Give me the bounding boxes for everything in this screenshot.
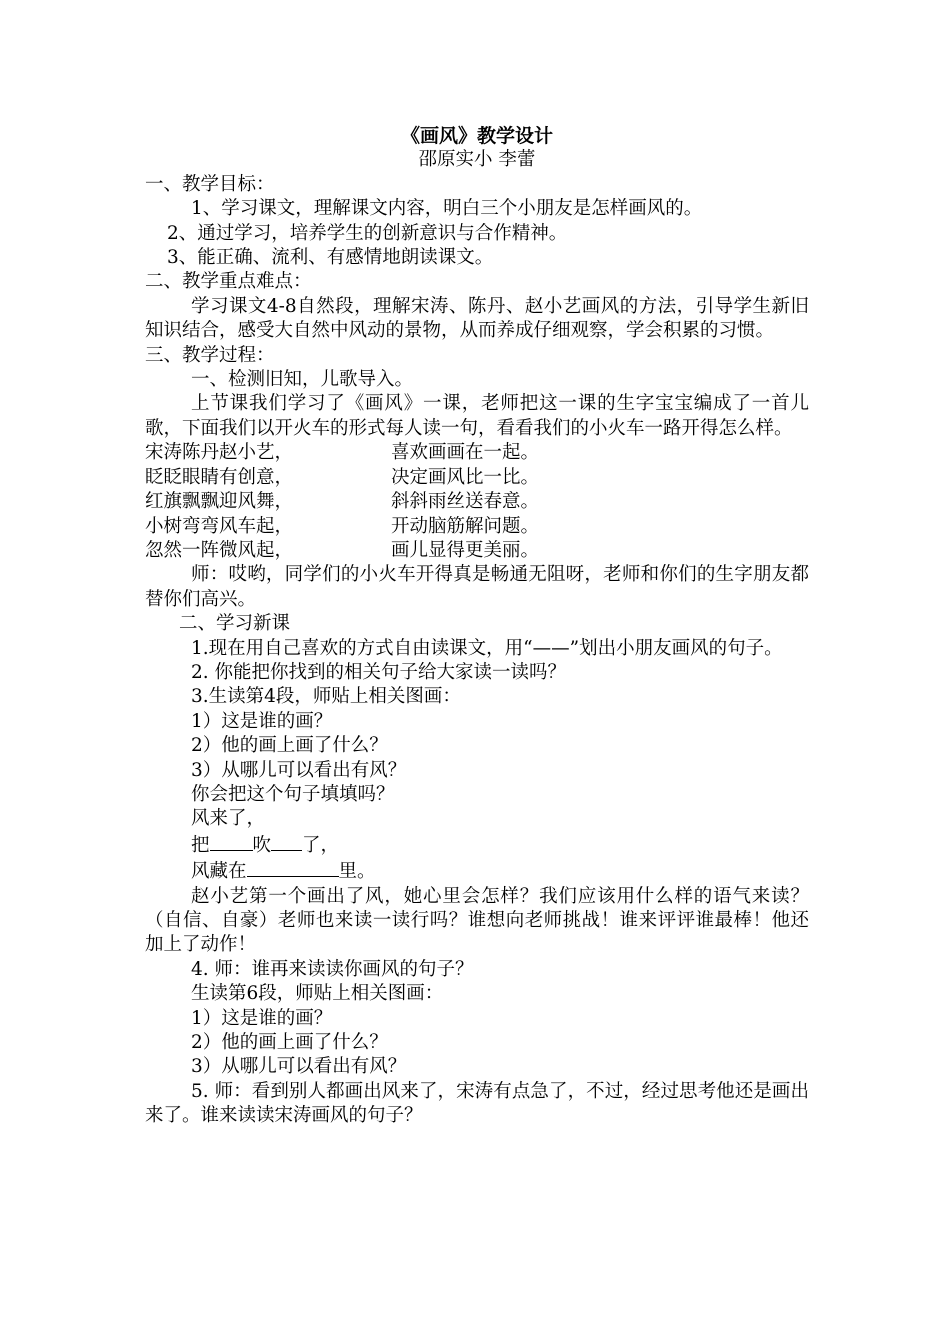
step-line: 生读第6段，师贴上相关图画：	[191, 983, 444, 1005]
fill-prompt: 你会把这个句子填填吗？	[191, 783, 395, 805]
question-line: 1）这是谁的画？	[191, 1007, 333, 1029]
author-line: 邵原实小 李蕾	[418, 149, 536, 171]
document-title: 《画风》教学设计	[400, 125, 553, 147]
poem-right: 开动脑筋解问题。	[391, 515, 540, 537]
part-heading: 二、学习新课	[179, 613, 291, 635]
poem-left: 忽然一阵微风起，	[145, 539, 294, 561]
poem-row	[145, 539, 809, 563]
goal-item: 3、能正确、流利、有感情地朗读课文。	[167, 247, 494, 269]
fill-line	[145, 858, 809, 884]
step-line: 2. 你能把你找到的相关句子给大家读一读吗？	[191, 661, 567, 683]
poem-row	[145, 490, 809, 514]
fill-text: 了，	[302, 834, 340, 856]
part-heading: 一、检测旧知，儿歌导入。	[191, 369, 414, 391]
poem-left: 小树弯弯风车起，	[145, 515, 294, 537]
fill-line: 风来了，	[191, 808, 266, 830]
poem-row	[145, 466, 809, 490]
poem	[145, 441, 809, 563]
fill-blank	[247, 858, 339, 877]
poem-right: 画儿显得更美丽。	[391, 539, 540, 561]
fill-text: 把	[191, 834, 210, 856]
step-paragraph: 1.现在用自己喜欢的方式自由读课文，用“——”划出小朋友画风的句子。	[191, 637, 783, 659]
question-line: 2）他的画上画了什么？	[191, 1032, 388, 1054]
question-line: 3）从哪儿可以看出有风？	[191, 1056, 407, 1078]
section-heading-process: 三、教学过程：	[145, 344, 275, 366]
keypoints-paragraph: 学习课文4-8自然段，理解宋涛、陈丹、赵小艺画风的方法，引导学生新旧知识结合，感受大自然中风动的景物，从而养成仔细观察，学会积累的习惯。	[145, 295, 809, 342]
goal-item: 1、学习课文，理解课文内容，明白三个小朋友是怎样画风的。	[191, 198, 703, 220]
poem-row	[145, 441, 809, 465]
fill-text: 风藏在	[191, 861, 247, 883]
poem-left: 宋涛陈丹赵小艺，	[145, 442, 294, 464]
poem-left: 红旗飘飘迎风舞，	[145, 491, 294, 513]
intro-paragraph: 上节课我们学习了《画风》一课，老师把这一课的生字宝宝编成了一首儿歌，下面我们以开火车的形式每人读一句，看看我们的小火车一路开得怎么样。	[145, 393, 809, 439]
poem-row	[145, 515, 809, 539]
question-line: 1）这是谁的画？	[191, 710, 333, 732]
fill-line	[145, 832, 809, 858]
goal-item: 2、通过学习，培养学生的创新意识与合作精神。	[167, 222, 568, 244]
poem-right: 斜斜雨丝送春意。	[391, 491, 540, 513]
question-line: 3）从哪儿可以看出有风？	[191, 759, 407, 781]
poem-right: 决定画风比一比。	[391, 466, 540, 488]
fill-blank	[271, 832, 302, 851]
step-paragraph: 5. 师：看到别人都画出风来了，宋涛有点急了，不过，经过思考他还是画出来了。谁来读读宋涛画风的句子？	[145, 1080, 809, 1127]
section-heading-goals: 一、教学目标：	[145, 173, 275, 195]
question-line: 2）他的画上画了什么？	[191, 735, 388, 757]
document-page	[145, 124, 809, 1129]
section-heading-keypoints: 二、教学重点难点：	[145, 271, 312, 293]
step-line: 3.生读第4段，师贴上相关图画：	[191, 686, 461, 708]
zhao-paragraph: 赵小艺第一个画出了风，她心里会怎样？我们应该用什么样的语气来读？（自信、自豪）老师也来读一读行吗？谁想向老师挑战！谁来评评谁最棒！他还加上了动作！	[145, 885, 809, 956]
step-line: 4. 师：谁再来读读你画风的句子？	[191, 958, 474, 980]
poem-right: 喜欢画画在一起。	[391, 442, 540, 464]
fill-text: 里。	[338, 861, 376, 883]
poem-left: 眨眨眼睛有创意，	[145, 466, 294, 488]
praise-paragraph: 师：哎哟，同学们的小火车开得真是畅通无阻呀，老师和你们的生字朋友都替你们高兴。	[145, 564, 809, 610]
fill-blank	[210, 832, 253, 851]
fill-text: 吹	[252, 834, 272, 856]
